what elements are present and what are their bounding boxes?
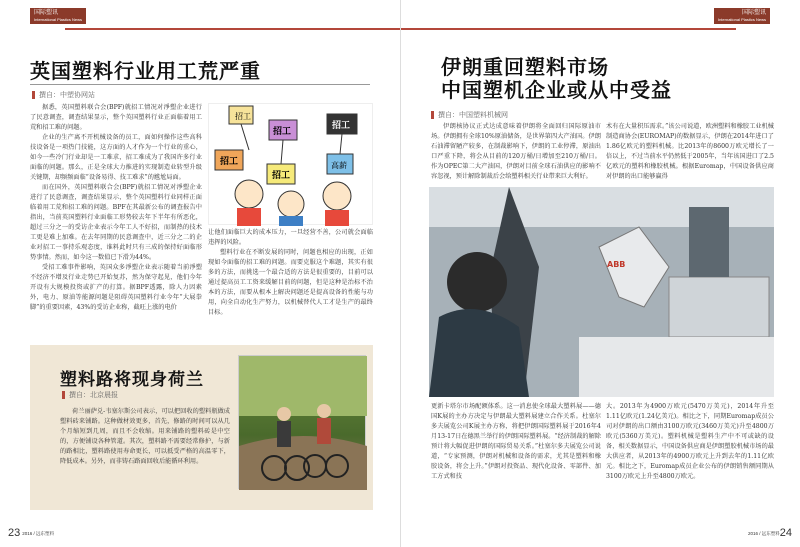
article-bottom-column-2: 大。2013年为4900万欧元(5470万美元)，2014年升至1.11亿欧元(1.24亿美元)。相比之下，同期Euromap成员公司对伊朗的出口额由3100万欧元(3460万美元)升至4800万欧元(5360万美元)。塑料机械是塑料生产中不可或缺的设备，相关数据显示，中国设备供应商是伊朗塑胶机械市场的最大供应者，从2013年的4900万欧元上升到去年的1.11亿欧元。相比之下，Euromap成员企业公布的伊朗销售额同期从3100万欧元上升至4800万欧元。 <box>606 403 774 480</box>
page-number: 23 2016 / 远东塑料 <box>8 527 55 539</box>
cartoon-sign: 招工 <box>272 171 291 181</box>
article-column-1: 据悉，英国塑料联合会(BPF)就招工情况对淨塑企业进行了民意调查，调查结果显示，整个英国塑料行业正面临着用工荒和招工难的问题。 企业的生产离不开机械设备的员工，面如何操作这些高科技设备是一项热门技能，这方面的人才作为一个行业的重心，如今一些冷门行业却是一工难求，招工难成为了我国许多行业面临的问题。那么，正是全球大力推进的实现制造业转型升级关键期，却频频面临“设备易得、技工难求”的尴尬局面。 而在国外，英国塑料联合会(BPF)就招工情况对淨塑企业进行了民意调查，调查结果显示，整个英国塑料行业同样正面临着用工荒和招工难的问题。BPF在其最新公布的调查报告中指出，当前英国塑料行业面临工形势较去年下半年有所恶化，超过三分之一的受访企业表示今年工人不好招，而制热的技术工更是难上加难。在去年同期的民意调查中，近三分之二的企业对招工一事持乐观态度，谁料此时只有三成的保持好面临形势事情。然而，如今这一数值已下滑为44%。 受招工难事件影响，英国众多淨塑企业表示随着当前淨塑不经济不增及行业走势已开始复苏，然为保守起见，他们今年开设有大规模投资或扩产的打算。据BPF透露，除人力因素外，电力、原油等能源问题是阻碍英国塑料行业今年“大展拳脚”的重要因素，43%的受访企业称，截旺上涨的电价 <box>30 104 202 311</box>
article-byline: 撰自：中塑协网站 <box>32 90 95 100</box>
cartoon-sign: 高薪 <box>331 161 347 170</box>
svg-text:ABB: ABB <box>607 260 626 269</box>
header-rule <box>401 28 736 30</box>
box-byline: 撰自：北京晨报 <box>62 390 118 400</box>
article-column-2: 让他们面临巨大的成本压力，一旦经营不善，公司就会面临违挥的风险。 塑料行业在不断发展的同时，问题也相应的出现，正如现如今面临的招工难的问题。而要克服这个难题，其实有很多的方法，而挑选一个最合适的方法是很重要的，目前可以通过提高员工工资来缓解目前的问题，但是这种是治标不治本的方法，而要从根本上解决问题还是提高设备的性能与功用，向全自动化生产努力，以机械替代人工才是生产的最终目标。 <box>208 229 373 316</box>
header-rule <box>65 28 400 30</box>
article-title-line-2: 中国塑机企业或从中受益 <box>441 78 672 102</box>
hiring-cartoon <box>208 103 373 225</box>
right-page <box>400 0 800 547</box>
box-title: 塑料路将现身荷兰 <box>60 370 204 390</box>
article-bottom-column-1: 更新卡塔尔市场配额体系。这一消息使全球最大塑料展——德国K展的主办方决定与伊朗最大塑料展建立合作关系。杜塞尔多夫展览公司K展主办方称，将把伊朗国际塑料展于2016年4月13-17日在德黑兰举行的伊朗国际塑料展。“经济制裁的解除预计将大幅促进伊朗的国际贸易关系。”杜塞尔多夫展览公司说道，“专家预测，伊朗对机械和设备的需求，尤其是塑料和橡胶设备，将会上升。”伊朗对投资品、现代化设备、零部件、加工方式和技 <box>431 403 601 480</box>
cartoon-sign: 招工 <box>220 157 239 167</box>
article-byline: 撰自：中国塑料机械网 <box>431 110 508 120</box>
cartoon-sign: 招工 <box>332 121 351 131</box>
section-header: 国际塑讯 International Plastics News <box>30 8 86 24</box>
cartoon-sign: 招工 <box>235 112 251 121</box>
box-text: 荷兰丽萨兑-韦塞尔斯公司表示，可以把回收的塑料瓶做成塑料砖来铺路。这种做材效更多，首先，修路的时间可以从几个月缩短到几周，而且不会收缩。用来铺路的塑料砖是中空的，方便铺设各种管道。其次，塑料路不需要经常修护，与新的路相比，塑料路使用寿命更长，可以抵受严格的高温零下，降低成本。另外，而非铸石路面回收后能循环利用。 <box>60 408 230 465</box>
factory-photo <box>429 187 774 397</box>
title-underline <box>30 84 370 85</box>
cyclists-photo <box>238 355 366 489</box>
article-title-line-1: 伊朗重回塑料市场 <box>441 55 609 79</box>
article-top-column-1: 伊朗核协议正式达成意味着伊朗将全面回归国际原油市场。伊朗拥有全球10%原油储备，是世界第四大产油国。伊朗石油滞留陋产较多，在制裁影响下，伊朗的工业停滞，原油出口严重下降，将会从目前的120万桶/日增加至210万桶/日。作为OPEC第二大产油国，伊朗对目前全球石油供应的影响不容忽视，预计解除制裁后会给塑料相关行业带来巨大利好。 <box>431 123 601 180</box>
page-number: 2016 / 远东塑料24 <box>747 527 792 539</box>
article-title: 英国塑料行业用工荒严重 <box>30 59 261 83</box>
cartoon-sign: 招工 <box>273 127 292 137</box>
section-header: 国际塑讯 International Plastics News <box>714 8 770 24</box>
article-top-column-2: 术有在大量积压需求。”该公司说道，欧洲塑料和橡胶工业机械制造商协会(EUROMAP)的数据显示，伊朗在2014年进口了1.86亿欧元的塑料机械。比2013年的8600万欧元增长了一倍以上，不过当前水平仍然低于2005年，当年该国进口了2.5亿欧元的塑料和橡胶机械。根据Euromap，中国设备供应商对伊朗的出口能够赢得 <box>606 123 774 180</box>
